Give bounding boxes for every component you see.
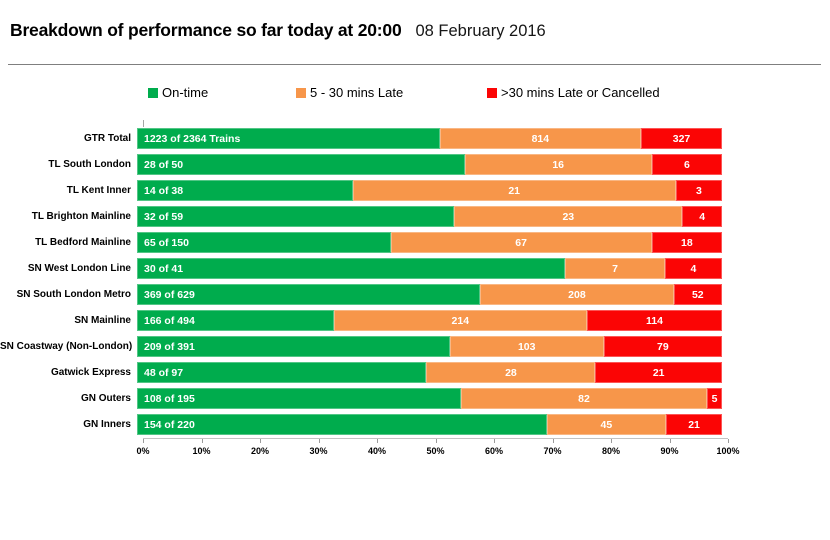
chart-row <box>0 128 830 149</box>
x-axis-tick-label: 0% <box>136 446 150 456</box>
axis-origin-tick <box>143 120 144 127</box>
legend-label: On-time <box>162 85 209 100</box>
bar-segment-cancelled: 4 <box>665 258 722 279</box>
chart-row <box>0 310 830 331</box>
bar-segment-ontime: 166 of 494 <box>137 310 334 331</box>
chart-legend <box>0 83 830 103</box>
bar-segment-ontime: 32 of 59 <box>137 206 454 227</box>
bar-track <box>137 128 722 149</box>
bar-track <box>137 180 722 201</box>
chart-row <box>0 232 830 253</box>
chart-row <box>0 414 830 435</box>
bar-segment-cancelled: 18 <box>652 232 722 253</box>
bar-segment-ontime: 14 of 38 <box>137 180 353 201</box>
category-label: GN Outers <box>80 393 131 404</box>
category-label: SN West London Line <box>27 263 131 274</box>
x-axis-tick-label: 10% <box>192 446 211 456</box>
category-label: SN South London Metro <box>16 289 131 300</box>
bar-track <box>137 206 722 227</box>
bar-segment-cancelled: 6 <box>652 154 722 175</box>
bar-segment-cancelled: 4 <box>682 206 722 227</box>
bar-segment-late: 23 <box>454 206 682 227</box>
bar-track <box>137 232 722 253</box>
x-axis-tick <box>553 439 554 443</box>
category-label: GN Inners <box>83 419 131 430</box>
bar-segment-cancelled: 21 <box>666 414 722 435</box>
stacked-bar-chart <box>0 128 830 440</box>
bar-segment-cancelled: 114 <box>587 310 722 331</box>
x-axis-tick <box>436 439 437 443</box>
legend-label: >30 mins Late or Cancelled <box>501 85 660 100</box>
bar-segment-cancelled: 3 <box>676 180 722 201</box>
x-axis-tick <box>611 439 612 443</box>
bar-segment-ontime: 369 of 629 <box>137 284 480 305</box>
chart-row <box>0 180 830 201</box>
header-divider <box>8 64 821 65</box>
report-date: 08 February 2016 <box>415 22 546 40</box>
chart-row <box>0 154 830 175</box>
bar-segment-ontime: 209 of 391 <box>137 336 450 357</box>
bar-segment-cancelled: 21 <box>595 362 722 383</box>
x-axis-tick-label: 60% <box>484 446 504 456</box>
legend-item <box>296 83 403 103</box>
x-axis-tick-label: 80% <box>601 446 621 456</box>
x-axis-tick-label: 100% <box>716 446 740 456</box>
legend-swatch-0 <box>148 88 158 98</box>
bar-segment-late: 814 <box>440 128 641 149</box>
bar-track <box>137 154 722 175</box>
x-axis-tick <box>494 439 495 443</box>
bar-segment-late: 208 <box>480 284 673 305</box>
bar-segment-ontime: 30 of 41 <box>137 258 565 279</box>
bar-segment-ontime: 108 of 195 <box>137 388 461 409</box>
chart-row <box>0 284 830 305</box>
bar-segment-ontime: 28 of 50 <box>137 154 465 175</box>
bar-segment-cancelled: 5 <box>707 388 722 409</box>
x-axis-tick <box>377 439 378 443</box>
bar-segment-late: 82 <box>461 388 707 409</box>
bar-track <box>137 310 722 331</box>
report-header <box>10 20 546 41</box>
bar-track <box>137 414 722 435</box>
bar-segment-late: 28 <box>426 362 595 383</box>
bar-segment-late: 21 <box>353 180 676 201</box>
bar-segment-late: 67 <box>391 232 652 253</box>
x-axis-tick-label: 30% <box>309 446 328 456</box>
legend-swatch-1 <box>296 88 306 98</box>
x-axis-tick <box>319 439 320 443</box>
x-axis-tick <box>260 439 261 443</box>
bar-track <box>137 258 722 279</box>
chart-row <box>0 336 830 357</box>
bar-track <box>137 284 722 305</box>
x-axis-tick-label: 70% <box>543 446 562 456</box>
legend-item <box>148 83 208 103</box>
x-axis-tick <box>728 439 729 443</box>
bar-segment-cancelled: 52 <box>674 284 722 305</box>
bar-track <box>137 362 722 383</box>
legend-label: 5 - 30 mins Late <box>310 85 404 100</box>
category-label: Gatwick Express <box>50 367 131 378</box>
category-label: SN Coastway (Non-London) <box>0 341 133 352</box>
bar-segment-late: 45 <box>547 414 667 435</box>
category-label: TL South London <box>48 159 131 170</box>
bar-segment-late: 103 <box>450 336 604 357</box>
x-axis-tick-label: 50% <box>426 446 445 456</box>
bar-segment-cancelled: 79 <box>604 336 722 357</box>
chart-row <box>0 258 830 279</box>
x-axis-tick <box>143 439 144 443</box>
bar-segment-late: 16 <box>465 154 652 175</box>
bar-segment-late: 214 <box>334 310 587 331</box>
chart-row <box>0 388 830 409</box>
category-label: TL Kent Inner <box>66 185 131 196</box>
bar-segment-ontime: 1223 of 2364 Trains <box>137 128 440 149</box>
x-axis <box>136 438 740 463</box>
category-label: SN Mainline <box>74 315 131 326</box>
category-label: TL Bedford Mainline <box>35 237 131 248</box>
x-axis-tick-label: 40% <box>367 446 387 456</box>
bar-track <box>137 336 722 357</box>
chart-row <box>0 206 830 227</box>
bar-track <box>137 388 722 409</box>
legend-swatch-2 <box>487 88 497 98</box>
x-axis-tick <box>202 439 203 443</box>
category-label: GTR Total <box>83 133 131 144</box>
x-axis-tick-label: 20% <box>250 446 270 456</box>
page-title: Breakdown of performance so far today at 20:00 <box>10 20 402 40</box>
bar-segment-cancelled: 327 <box>641 128 722 149</box>
bar-segment-late: 7 <box>565 258 665 279</box>
chart-row <box>0 362 830 383</box>
x-axis-tick <box>670 439 671 443</box>
bar-segment-ontime: 48 of 97 <box>137 362 426 383</box>
category-label: TL Brighton Mainline <box>31 211 131 222</box>
bar-segment-ontime: 65 of 150 <box>137 232 391 253</box>
x-axis-tick-label: 90% <box>660 446 679 456</box>
bar-segment-ontime: 154 of 220 <box>137 414 547 435</box>
legend-item <box>487 83 660 103</box>
